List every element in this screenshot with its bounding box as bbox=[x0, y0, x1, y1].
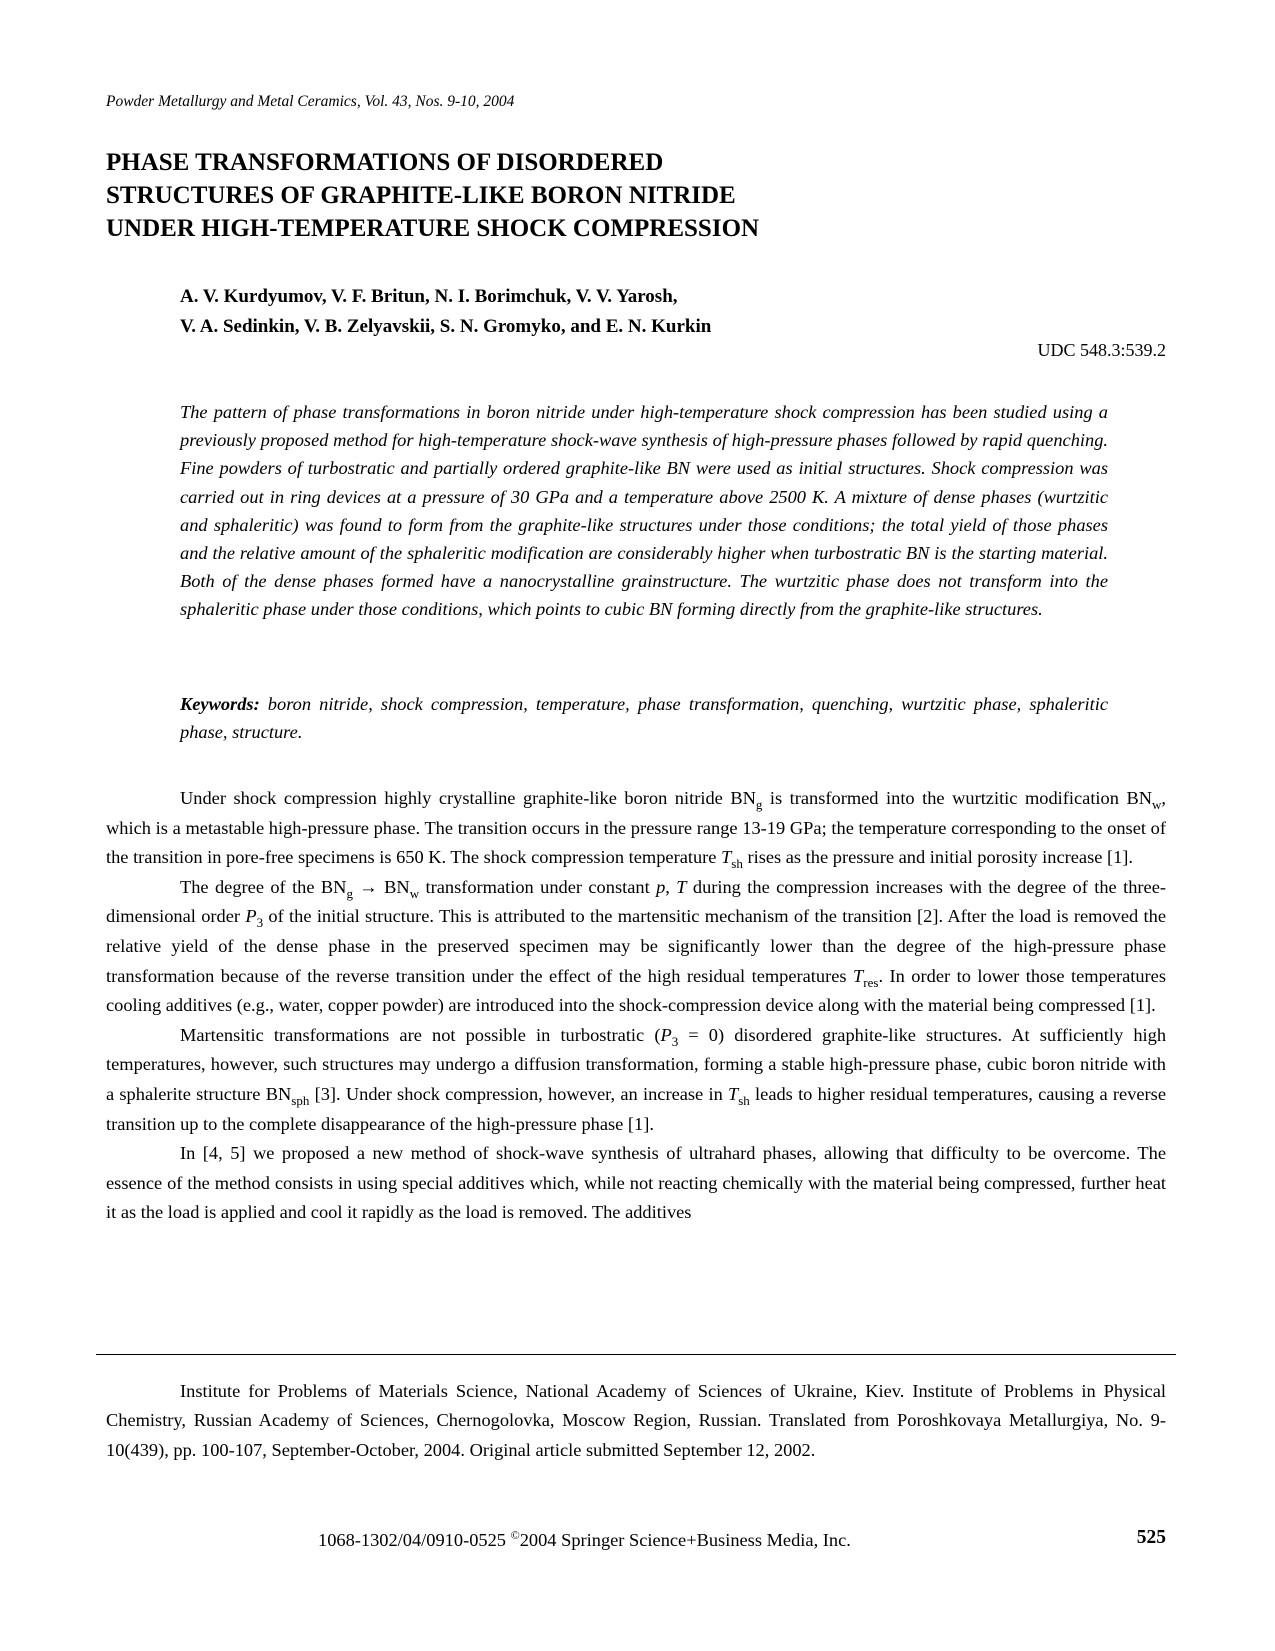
text-run: transformation under constant bbox=[419, 876, 657, 897]
subscript: sph bbox=[291, 1092, 310, 1108]
copyright-footer bbox=[318, 1528, 851, 1551]
text-run: rises as the pressure and initial porosity increase [1]. bbox=[742, 847, 1134, 868]
text-run: The degree of the BN bbox=[180, 876, 347, 897]
variable: P bbox=[660, 1024, 672, 1045]
text-run: during the compression increases with the degree of the three-dimensional order bbox=[106, 876, 1166, 927]
subscript: res bbox=[863, 974, 879, 990]
variable: T bbox=[853, 965, 864, 986]
abstract: The pattern of phase transformations in boron nitride under high-temperature shock compression has been studied using a previously proposed method for high-temperature shock-wave synthesis of high-pressure phases followed by rapid quenching. Fine powders of turbostratic and partially ordered graphite-like BN were used as initial structures. Shock compression was carried out in ring devices at a pressure of 30 GPa and a temperature above 2500 K. A mixture of dense phases (wurtzitic and sphaleritic) was found to form from the graphite-like structures under those conditions; the total yield of those phases and the relative amount of the sphaleritic modification are considerably higher when turbostratic BN is the starting material. Both of the dense phases formed have a nanocrystalline grainstructure. The wurtzitic phase does not transform into the sphaleritic phase under those conditions, which points to cubic BN forming directly from the graphite-like structures. bbox=[180, 402, 1108, 620]
article-title bbox=[106, 146, 1006, 245]
subscript: w bbox=[1152, 797, 1162, 812]
subscript: 3 bbox=[256, 915, 264, 931]
variable: P bbox=[245, 906, 257, 927]
subscript: sh bbox=[731, 856, 743, 872]
arrow-symbol: → bbox=[352, 876, 385, 897]
title-line: STRUCTURES OF GRAPHITE-LIKE BORON NITRIDE bbox=[106, 182, 736, 209]
journal-header: Powder Metallurgy and Metal Ceramics, Vol. 43, Nos. 9-10, 2004 bbox=[106, 93, 515, 110]
udc-code: UDC 548.3:539.2 bbox=[1037, 340, 1166, 360]
author-list bbox=[180, 282, 711, 342]
text-run: . In order to lower those temperatures cooling additives (e.g., water, copper powder) are introduced into the shock-compression device along with the material being compressed [1]. bbox=[106, 965, 1166, 1016]
issn-code: 1068-1302/04/0910-0525 bbox=[318, 1530, 511, 1551]
subscript: g bbox=[346, 885, 353, 901]
text-run: [3]. Under shock compression, however, an increase in bbox=[309, 1083, 729, 1104]
variable: T bbox=[676, 876, 687, 897]
variable: T bbox=[721, 847, 732, 868]
footnote-divider bbox=[96, 1354, 1176, 1355]
variable: T bbox=[728, 1083, 739, 1104]
text-run: BN bbox=[384, 876, 410, 897]
subscript: 3 bbox=[671, 1033, 679, 1049]
text-run: is transformed into the wurtzitic modification BN bbox=[762, 788, 1152, 808]
paragraph-2 bbox=[106, 873, 1166, 1021]
text-run: Under shock compression highly crystalline graphite-like boron nitride BN bbox=[180, 788, 756, 808]
text-run: , bbox=[665, 876, 677, 897]
keywords-label: Keywords: bbox=[180, 694, 260, 714]
text-run: , which is a metastable high-pressure phase. The transition occurs in the pressure range 13-19 GPa; the temperature corresponding to the onset of the transition in pore-free specimens is 650 K. The shock compression temperature bbox=[106, 788, 1166, 868]
publisher-text: 2004 Springer Science+Business Media, Inc. bbox=[519, 1530, 851, 1551]
keywords bbox=[180, 690, 1108, 746]
paragraph-3 bbox=[106, 1021, 1166, 1139]
subscript: sh bbox=[738, 1092, 750, 1108]
body-text bbox=[106, 784, 1166, 1228]
paragraph-4: In [4, 5] we proposed a new method of shock-wave synthesis of ultrahard phases, allowing that difficulty to be overcome. The essence of the method consists in using special additives which, while not reacting chemically with the material being compressed, further heat it as the load is applied and cool it rapidly as the load is removed. The additives bbox=[106, 1143, 1166, 1223]
keywords-text: boron nitride, shock compression, temperature, phase transformation, quenching, wurtzitic phase, sphaleritic phase, structure. bbox=[180, 694, 1108, 743]
text-run: leads to higher residual temperatures, causing a reverse transition up to the complete disappearance of the high-pressure phase [1]. bbox=[106, 1083, 1166, 1134]
author-line: A. V. Kurdyumov, V. F. Britun, N. I. Borimchuk, V. V. Yarosh, bbox=[180, 286, 678, 307]
variable: p bbox=[656, 876, 666, 897]
author-line: V. A. Sedinkin, V. B. Zelyavskii, S. N. Gromyko, and E. N. Kurkin bbox=[180, 316, 712, 337]
text-run: = 0) disordered graphite-like structures. At sufficiently high temperatures, however, such structures may undergo a diffusion transformation, forming a stable high-pressure phase, cubic boron nitride with a sphalerite structure BN bbox=[106, 1024, 1167, 1104]
subscript: g bbox=[755, 797, 763, 812]
affiliation-footnote: Institute for Problems of Materials Science, National Academy of Sciences of Ukraine, Kiev. Institute of Problems in Physical Chemistry, Russian Academy of Sciences, Chernogolovka, Moscow Region, Russian. Translated from Poroshkovaya Metallurgiya, No. 9-10(439), pp. 100-107, September-October, 2004. Original article submitted September 12, 2002. bbox=[106, 1381, 1166, 1460]
paragraph-1 bbox=[106, 784, 1166, 873]
copyright-icon: © bbox=[510, 1528, 520, 1542]
title-line: PHASE TRANSFORMATIONS OF DISORDERED bbox=[106, 149, 664, 176]
text-run: of the initial structure. This is attributed to the martensitic mechanism of the transition [2]. After the load is removed the relative yield of the dense phase in the preserved specimen may be significantly lower than the degree of the high-pressure phase transformation because of the reverse transition under the effect of the high residual temperatures bbox=[106, 906, 1166, 986]
page-number: 525 bbox=[1136, 1527, 1166, 1548]
subscript: w bbox=[409, 885, 420, 901]
title-line: UNDER HIGH-TEMPERATURE SHOCK COMPRESSION bbox=[106, 215, 760, 242]
text-run: Martensitic transformations are not possible in turbostratic ( bbox=[180, 1024, 661, 1045]
